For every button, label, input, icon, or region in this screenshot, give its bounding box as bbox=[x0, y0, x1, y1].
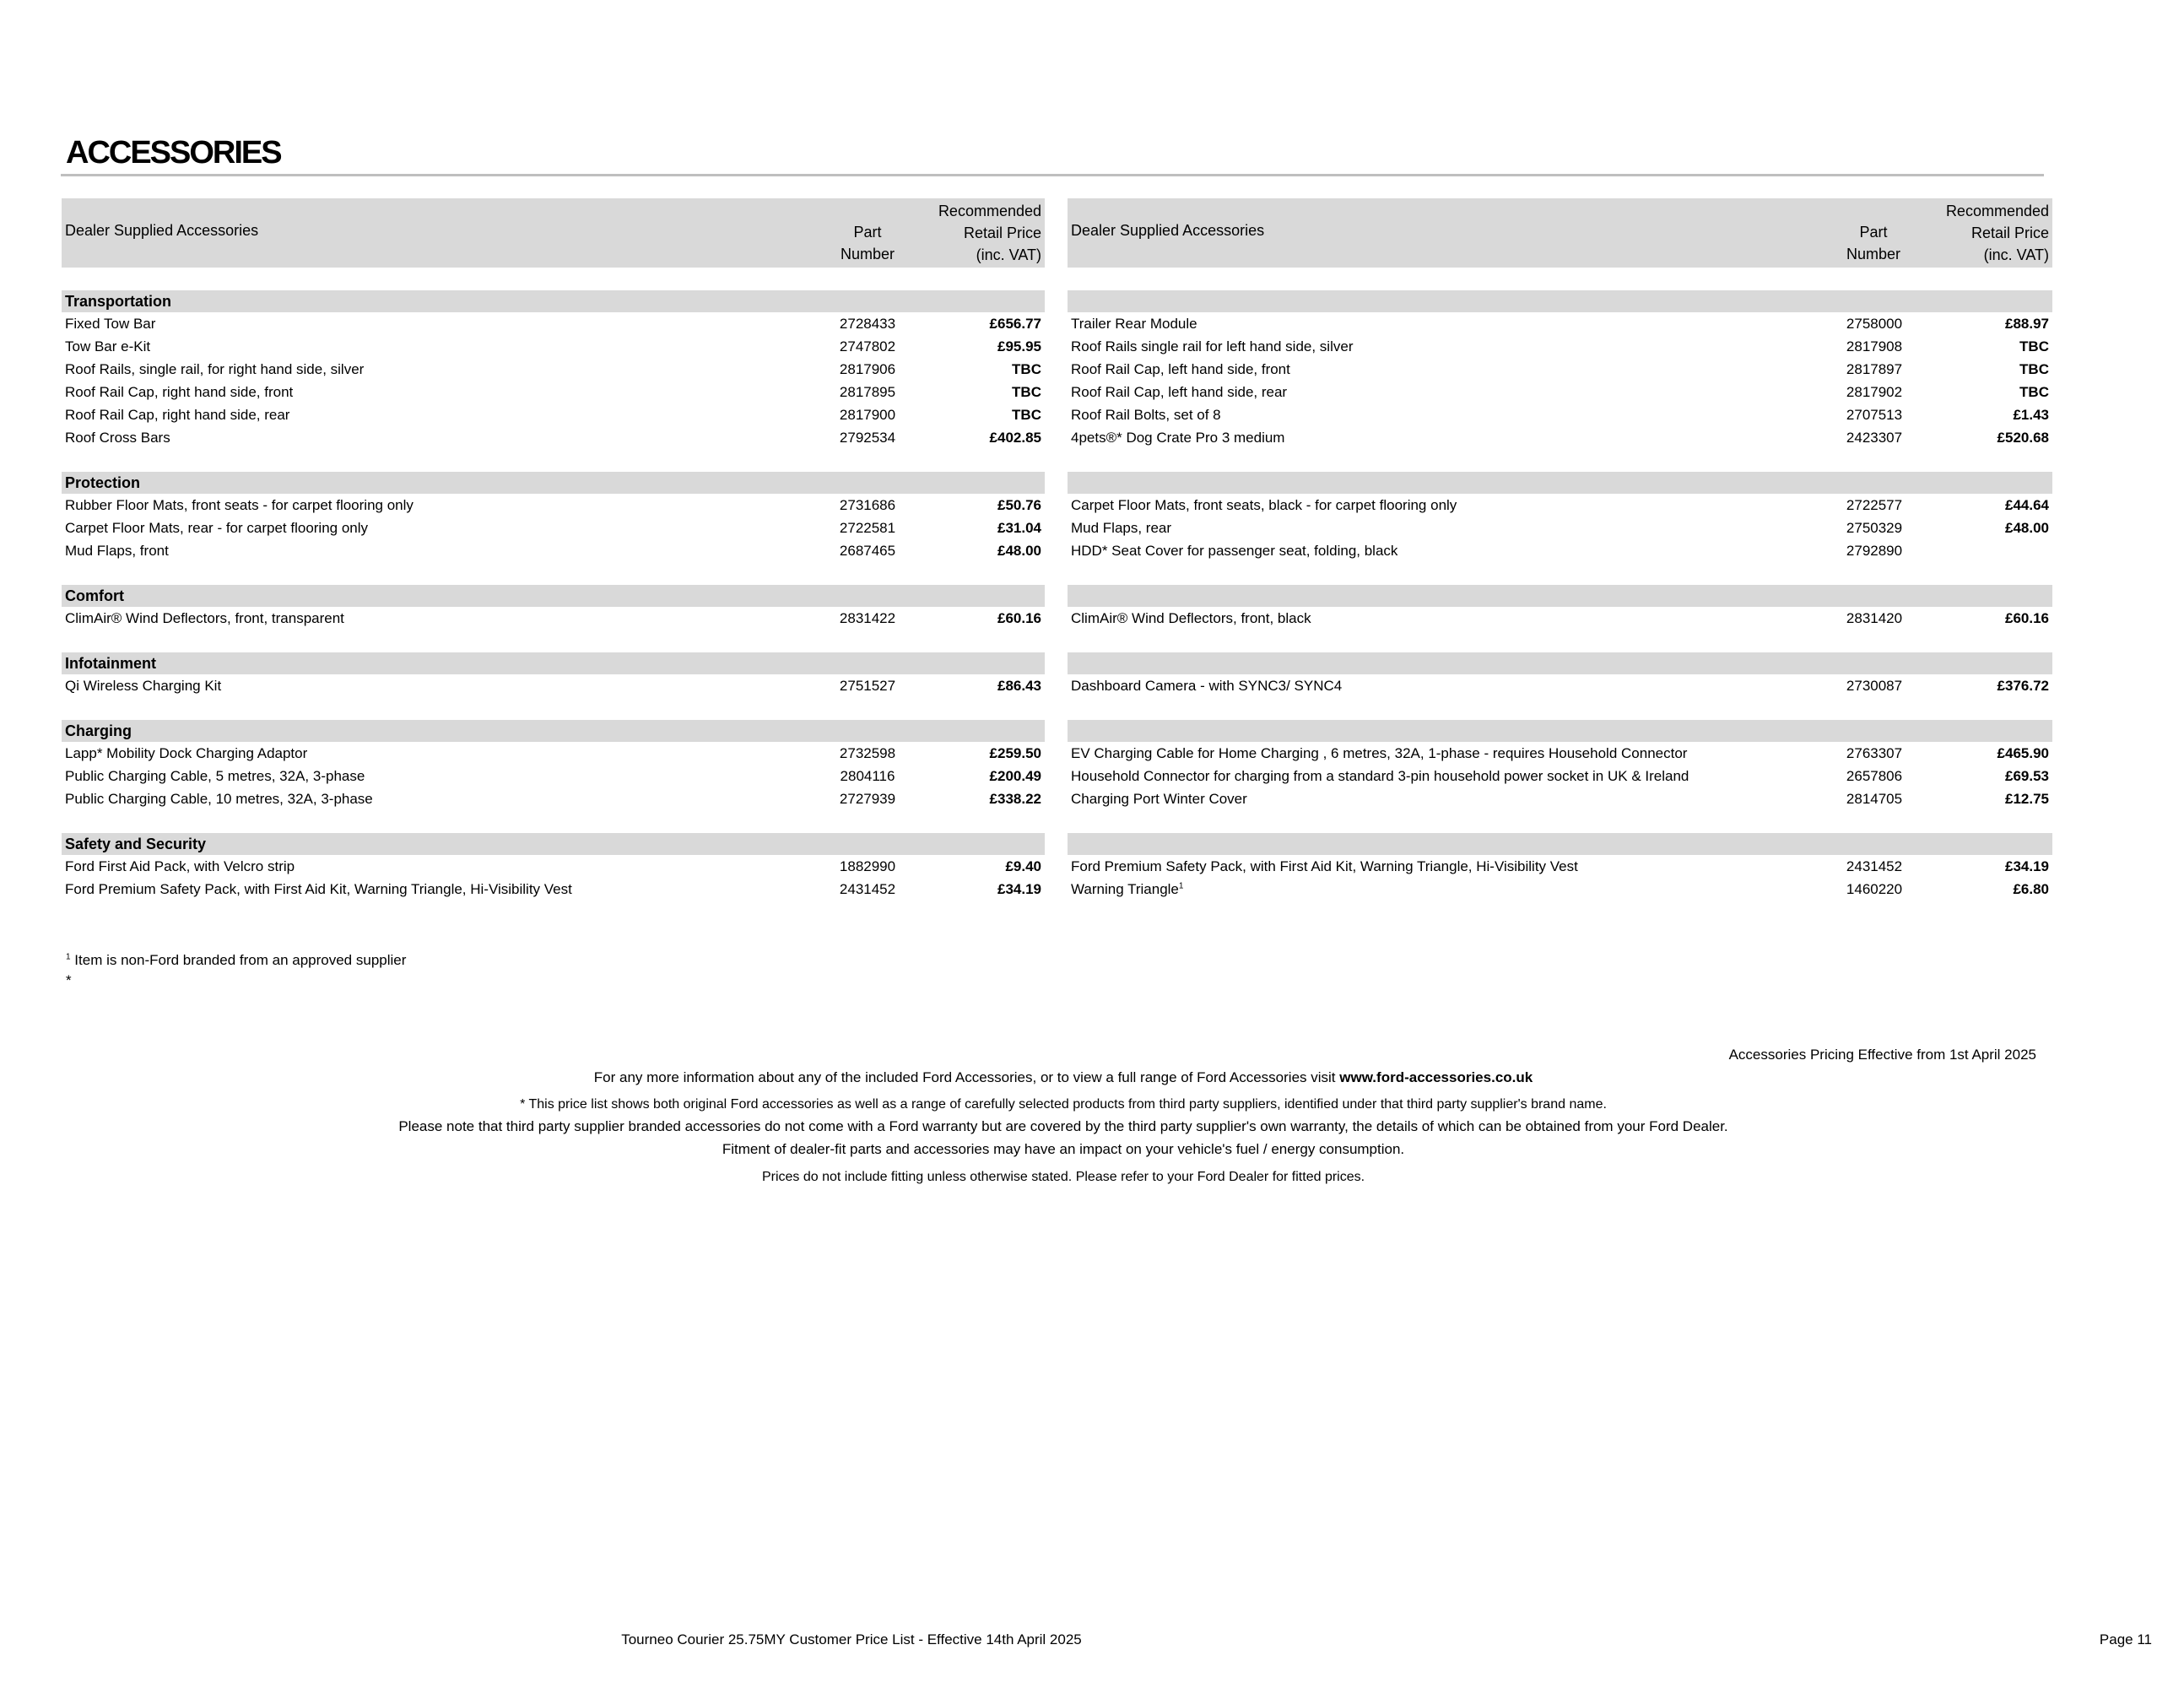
part-number: 2817895 bbox=[839, 384, 896, 400]
item-description bbox=[65, 381, 293, 403]
retail-price: £34.19 bbox=[997, 881, 1041, 897]
part-number: 2750329 bbox=[1846, 520, 1903, 536]
retail-price: £465.90 bbox=[1997, 745, 2049, 761]
table-row bbox=[1068, 674, 2052, 697]
table-row bbox=[1068, 878, 2052, 901]
more-info-note bbox=[0, 1069, 2127, 1086]
item-description-text: ClimAir® Wind Deflectors, front, black bbox=[1071, 610, 1311, 626]
part-number: 2687465 bbox=[839, 543, 896, 559]
item-description bbox=[1071, 426, 1284, 449]
header-part-line1: Part bbox=[1859, 224, 1888, 241]
item-description-text: Ford Premium Safety Pack, with First Aid Kit, Warning Triangle, Hi-Visibility Vest bbox=[65, 881, 572, 897]
sections-left bbox=[62, 290, 1045, 901]
table-row bbox=[62, 878, 1045, 901]
table-row bbox=[1068, 381, 2052, 403]
part-number: 2722577 bbox=[1846, 497, 1903, 513]
table-row bbox=[1068, 787, 2052, 810]
item-description-text: Ford Premium Safety Pack, with First Aid Kit, Warning Triangle, Hi-Visibility Vest bbox=[1071, 858, 1578, 874]
table-row bbox=[62, 607, 1045, 630]
retail-price: £95.95 bbox=[997, 338, 1041, 354]
retail-price: £402.85 bbox=[989, 430, 1041, 446]
part-number: 2763307 bbox=[1846, 745, 1903, 761]
table-row bbox=[62, 517, 1045, 539]
table-row bbox=[62, 335, 1045, 358]
section-heading bbox=[1068, 585, 2052, 607]
retail-price: TBC bbox=[1012, 407, 1041, 423]
table-row bbox=[62, 358, 1045, 381]
item-description-text: Household Connector for charging from a standard 3-pin household power socket in UK & Ireland bbox=[1071, 768, 1689, 784]
retail-price: £48.00 bbox=[2005, 520, 2049, 536]
retail-price: £48.00 bbox=[997, 543, 1041, 559]
retail-price: £34.19 bbox=[2005, 858, 2049, 874]
item-description bbox=[1071, 312, 1197, 335]
part-number: 2722581 bbox=[839, 520, 896, 536]
item-description bbox=[1071, 403, 1221, 426]
header-price-line2: Retail Price bbox=[1970, 225, 2049, 241]
retail-price: £88.97 bbox=[2005, 316, 2049, 332]
retail-price: TBC bbox=[2019, 384, 2049, 400]
retail-price: £6.80 bbox=[2013, 881, 2049, 897]
retail-price: £69.53 bbox=[2005, 768, 2049, 784]
header-price-line1: Recommended bbox=[1945, 203, 2049, 219]
section-safety-and-security bbox=[1068, 833, 2052, 901]
part-number: 2730087 bbox=[1846, 678, 1903, 694]
item-description-text: Public Charging Cable, 10 metres, 32A, 3-phase bbox=[65, 791, 373, 807]
retail-price: £9.40 bbox=[1005, 858, 1041, 874]
part-number: 2817902 bbox=[1846, 384, 1903, 400]
header-part-line2: Number bbox=[840, 246, 895, 262]
retail-price: £50.76 bbox=[997, 497, 1041, 513]
part-number: 2423307 bbox=[1846, 430, 1903, 446]
item-description-text: Charging Port Winter Cover bbox=[1071, 791, 1247, 807]
retail-price: £520.68 bbox=[1997, 430, 2049, 446]
header-price-line1: Recommended bbox=[938, 203, 1041, 219]
item-description bbox=[1071, 517, 1171, 539]
section-heading bbox=[1068, 290, 2052, 312]
third-party-note: * This price list shows both original Ford accessories as well as a range of carefully selected products from third party suppliers, identified under that third party supplier's brand name. bbox=[520, 1097, 1607, 1112]
part-number: 2817908 bbox=[1846, 338, 1903, 354]
retail-price: £60.16 bbox=[2005, 610, 2049, 626]
section-heading: Transportation bbox=[62, 290, 1045, 312]
footnote-1-text: Item is non-Ford branded from an approved supplier bbox=[74, 952, 407, 968]
item-description-text: Tow Bar e-Kit bbox=[65, 338, 151, 354]
table-row bbox=[62, 426, 1045, 449]
item-description bbox=[65, 312, 155, 335]
item-description bbox=[65, 539, 169, 562]
item-description-text: Fixed Tow Bar bbox=[65, 316, 156, 332]
item-description bbox=[65, 765, 365, 787]
part-number: 2817906 bbox=[839, 361, 896, 377]
item-description bbox=[65, 426, 170, 449]
item-description-text: Roof Rails single rail for left hand side, silver bbox=[1071, 338, 1354, 354]
table-row bbox=[1068, 403, 2052, 426]
item-description bbox=[65, 403, 289, 426]
item-description bbox=[65, 855, 295, 878]
table-row bbox=[1068, 358, 2052, 381]
footnote-1-marker: 1 bbox=[66, 952, 71, 962]
retail-price: £259.50 bbox=[989, 745, 1041, 761]
item-description-text: Qi Wireless Charging Kit bbox=[65, 678, 222, 694]
table-row bbox=[62, 494, 1045, 517]
part-number: 2814705 bbox=[1846, 791, 1903, 807]
retail-price: £12.75 bbox=[2005, 791, 2049, 807]
table-row bbox=[62, 742, 1045, 765]
table-row bbox=[1068, 539, 2052, 562]
retail-price: £44.64 bbox=[2005, 497, 2049, 513]
table-row bbox=[1068, 312, 2052, 335]
retail-price: £200.49 bbox=[989, 768, 1041, 784]
section-comfort bbox=[62, 585, 1045, 630]
item-description bbox=[1071, 742, 1687, 765]
table-row bbox=[1068, 426, 2052, 449]
header-price-line3: (inc. VAT) bbox=[976, 246, 1041, 263]
part-number: 2804116 bbox=[840, 768, 895, 784]
item-description-text: Roof Rail Cap, right hand side, rear bbox=[65, 407, 290, 423]
item-description-text: Roof Rail Bolts, set of 8 bbox=[1071, 407, 1221, 423]
retail-price: TBC bbox=[2019, 361, 2049, 377]
item-description bbox=[1071, 674, 1342, 697]
item-description-text: Roof Rail Cap, right hand side, front bbox=[65, 384, 294, 400]
part-number: 2732598 bbox=[839, 745, 896, 761]
item-description-text: 4pets®* Dog Crate Pro 3 medium bbox=[1071, 430, 1285, 446]
section-protection bbox=[1068, 472, 2052, 562]
item-description-text: HDD* Seat Cover for passenger seat, folding, black bbox=[1071, 543, 1398, 559]
part-number: 1882990 bbox=[839, 858, 896, 874]
part-number: 2758000 bbox=[1846, 316, 1903, 332]
retail-price: £338.22 bbox=[989, 791, 1041, 807]
footnote-2: * bbox=[66, 972, 72, 988]
section-heading: Protection bbox=[62, 472, 1045, 494]
table-row bbox=[62, 674, 1045, 697]
part-number: 2727939 bbox=[839, 791, 896, 807]
fitting-note: Prices do not include fitting unless otherwise stated. Please refer to your Ford Dealer for fitted prices. bbox=[761, 1170, 1365, 1184]
item-description bbox=[1071, 494, 1457, 517]
part-number: 2831420 bbox=[1846, 610, 1903, 626]
item-description-text: Lapp* Mobility Dock Charging Adaptor bbox=[65, 745, 308, 761]
table-row bbox=[62, 312, 1045, 335]
item-description bbox=[65, 787, 373, 810]
table-row bbox=[1068, 855, 2052, 878]
part-number: 2747802 bbox=[839, 338, 896, 354]
section-heading bbox=[1068, 652, 2052, 674]
table-row bbox=[1068, 517, 2052, 539]
table-row bbox=[1068, 765, 2052, 787]
retail-price: £656.77 bbox=[989, 316, 1041, 332]
section-transportation bbox=[62, 290, 1045, 449]
item-description-text: Public Charging Cable, 5 metres, 32A, 3-phase bbox=[65, 768, 365, 784]
section-infotainment bbox=[1068, 652, 2052, 697]
item-description-text: Ford First Aid Pack, with Velcro strip bbox=[65, 858, 295, 874]
item-description-text: EV Charging Cable for Home Charging , 6 metres, 32A, 1-phase - requires Household Connector bbox=[1071, 745, 1688, 761]
accessories-table-left bbox=[62, 198, 1045, 901]
retail-price: £376.72 bbox=[1997, 678, 2049, 694]
section-heading: Infotainment bbox=[62, 652, 1045, 674]
item-description-text: Warning Triangle bbox=[1071, 881, 1179, 897]
accessories-table-right bbox=[1068, 198, 2052, 901]
table-row bbox=[1068, 494, 2052, 517]
item-description-text: Roof Rails, single rail, for right hand side, silver bbox=[65, 361, 365, 377]
item-description-text: Roof Cross Bars bbox=[65, 430, 170, 446]
fitment-note: Fitment of dealer-fit parts and accessories may have an impact on your vehicle's fuel / energy consumption. bbox=[722, 1141, 1405, 1157]
item-description-text: Mud Flaps, front bbox=[65, 543, 169, 559]
table-row bbox=[62, 381, 1045, 403]
part-number: 2831422 bbox=[839, 610, 896, 626]
item-description bbox=[1071, 787, 1247, 810]
title-divider bbox=[61, 174, 2044, 176]
warranty-note: Please note that third party supplier branded accessories do not come with a Ford warranty but are covered by the third party supplier's own warranty, the details of which can be obtained from your Ford Dealer. bbox=[398, 1118, 1728, 1134]
item-description bbox=[1071, 855, 1578, 878]
footnote-1 bbox=[66, 952, 406, 969]
item-description bbox=[65, 742, 307, 765]
item-description bbox=[65, 878, 572, 901]
section-protection bbox=[62, 472, 1045, 562]
item-description bbox=[1071, 381, 1287, 403]
item-description bbox=[65, 674, 221, 697]
item-description bbox=[1071, 539, 1397, 562]
table-row bbox=[62, 403, 1045, 426]
part-number: 2792890 bbox=[1846, 543, 1903, 559]
header-description: Dealer Supplied Accessories bbox=[65, 222, 259, 239]
pricing-effective-date: Accessories Pricing Effective from 1st April 2025 bbox=[1728, 1047, 2036, 1063]
part-number: 2431452 bbox=[1846, 858, 1903, 874]
table-row bbox=[1068, 335, 2052, 358]
table-row bbox=[62, 787, 1045, 810]
retail-price: £86.43 bbox=[997, 678, 1041, 694]
part-number: 2431452 bbox=[839, 881, 896, 897]
item-description bbox=[65, 358, 364, 381]
section-comfort bbox=[1068, 585, 2052, 630]
part-number: 2728433 bbox=[839, 316, 896, 332]
item-description-text: ClimAir® Wind Deflectors, front, transparent bbox=[65, 610, 344, 626]
table-row bbox=[62, 855, 1045, 878]
item-description bbox=[65, 607, 344, 630]
document-footer: Tourneo Courier 25.75MY Customer Price List - Effective 14th April 2025 bbox=[621, 1631, 1082, 1647]
retail-price: £60.16 bbox=[997, 610, 1041, 626]
section-infotainment bbox=[62, 652, 1045, 697]
item-description bbox=[65, 517, 368, 539]
retail-price: £31.04 bbox=[997, 520, 1041, 536]
item-description-text: Carpet Floor Mats, front seats, black - for carpet flooring only bbox=[1071, 497, 1457, 513]
section-heading: Comfort bbox=[62, 585, 1045, 607]
item-description-text: Trailer Rear Module bbox=[1071, 316, 1197, 332]
footnote-marker: 1 bbox=[1178, 881, 1184, 891]
section-heading bbox=[1068, 720, 2052, 742]
section-transportation bbox=[1068, 290, 2052, 449]
item-description-text: Roof Rail Cap, left hand side, front bbox=[1071, 361, 1290, 377]
table-row bbox=[62, 765, 1045, 787]
section-charging bbox=[1068, 720, 2052, 810]
item-description bbox=[65, 494, 414, 517]
item-description-text: Roof Rail Cap, left hand side, rear bbox=[1071, 384, 1288, 400]
item-description bbox=[1071, 358, 1290, 381]
part-number: 2657806 bbox=[1846, 768, 1903, 784]
page-number: Page 11 bbox=[2099, 1631, 2152, 1647]
header-price-line3: (inc. VAT) bbox=[1983, 246, 2049, 263]
item-description-text: Mud Flaps, rear bbox=[1071, 520, 1172, 536]
item-description-text: Dashboard Camera - with SYNC3/ SYNC4 bbox=[1071, 678, 1343, 694]
part-number: 1460220 bbox=[1846, 881, 1903, 897]
section-charging bbox=[62, 720, 1045, 810]
section-heading: Safety and Security bbox=[62, 833, 1045, 855]
header-part-line2: Number bbox=[1846, 246, 1901, 262]
part-number: 2817897 bbox=[1846, 361, 1903, 377]
header-price-line2: Retail Price bbox=[963, 225, 1041, 241]
retail-price: £1.43 bbox=[2013, 407, 2049, 423]
section-heading: Charging bbox=[62, 720, 1045, 742]
item-description bbox=[65, 335, 150, 358]
part-number: 2817900 bbox=[839, 407, 896, 423]
item-description bbox=[1071, 335, 1353, 358]
item-description-text: Carpet Floor Mats, rear - for carpet flooring only bbox=[65, 520, 369, 536]
page-title: ACCESSORIES bbox=[66, 135, 281, 170]
part-number: 2731686 bbox=[839, 497, 896, 513]
part-number: 2792534 bbox=[839, 430, 896, 446]
accessories-url-link[interactable]: www.ford-accessories.co.uk bbox=[1339, 1069, 1533, 1085]
header-price bbox=[873, 200, 1041, 266]
section-heading bbox=[1068, 472, 2052, 494]
sections-right bbox=[1068, 290, 2052, 901]
table-row bbox=[1068, 742, 2052, 765]
table-header bbox=[62, 198, 1045, 268]
table-row bbox=[1068, 607, 2052, 630]
retail-price: TBC bbox=[1012, 361, 1041, 377]
part-number: 2707513 bbox=[1846, 407, 1903, 423]
part-number: 2751527 bbox=[839, 678, 896, 694]
table-header bbox=[1068, 198, 2052, 268]
item-description bbox=[1071, 607, 1311, 630]
section-safety-and-security bbox=[62, 833, 1045, 901]
section-heading bbox=[1068, 833, 2052, 855]
retail-price: TBC bbox=[2019, 338, 2049, 354]
retail-price: TBC bbox=[1012, 384, 1041, 400]
header-part-line1: Part bbox=[853, 224, 882, 241]
item-description bbox=[1071, 765, 1689, 787]
header-description: Dealer Supplied Accessories bbox=[1071, 222, 1265, 239]
table-row bbox=[62, 539, 1045, 562]
header-price bbox=[1880, 200, 2049, 266]
item-description bbox=[1071, 878, 1183, 901]
item-description-text: Rubber Floor Mats, front seats - for carpet flooring only bbox=[65, 497, 414, 513]
more-info-text: For any more information about any of the included Ford Accessories, or to view a full range of Ford Accessories visit bbox=[593, 1069, 1336, 1085]
